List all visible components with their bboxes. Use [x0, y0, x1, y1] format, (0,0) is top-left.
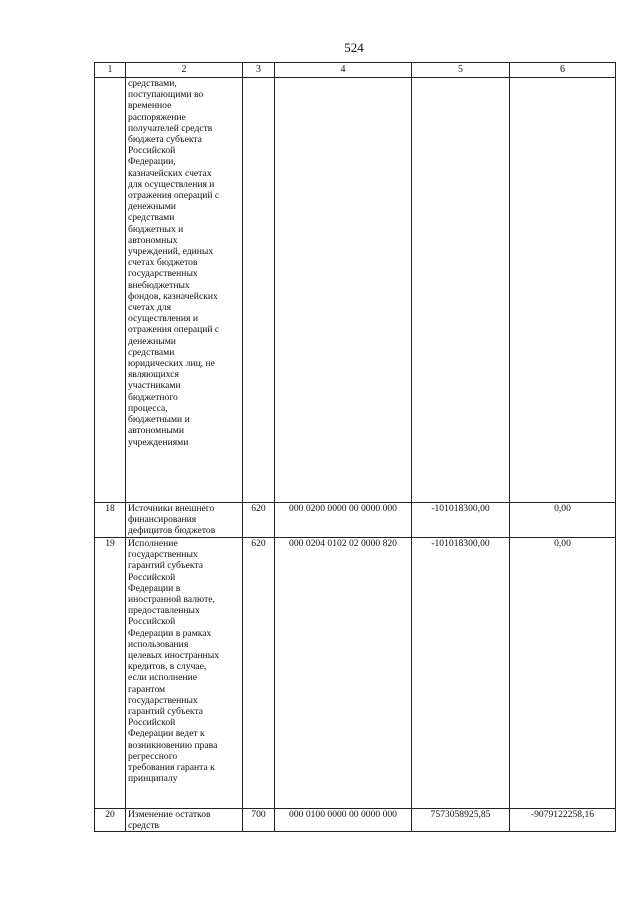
column-header-3: 3 [243, 63, 275, 78]
row-value-col5: -101018300,00 [412, 538, 510, 809]
table-row [95, 538, 616, 809]
table-row-continuation [95, 78, 616, 503]
row-budget-code [275, 78, 412, 503]
row-value-col5: 7573058925,85 [412, 809, 510, 832]
row-line-code: 620 [243, 503, 275, 538]
table-header-row [95, 63, 616, 78]
row-line-code: 700 [243, 809, 275, 832]
row-name: Изменение остатков средств [126, 809, 243, 832]
column-header-6: 6 [510, 63, 616, 78]
row-name: Источники внешнего финансирования дефицитов бюджетов [126, 503, 243, 538]
row-value-col6: -9079122258,16 [510, 809, 616, 832]
row-budget-code: 000 0100 0000 00 0000 000 [275, 809, 412, 832]
budget-sources-table [94, 62, 616, 832]
row-line-code: 620 [243, 538, 275, 809]
row-number: 19 [95, 538, 126, 809]
row-value-col6: 0,00 [510, 538, 616, 809]
row-line-code [243, 78, 275, 503]
row-value-col6 [510, 78, 616, 503]
table-row [95, 809, 616, 832]
row-number: 18 [95, 503, 126, 538]
page-number: 524 [344, 40, 364, 55]
row-value-col5: -101018300,00 [412, 503, 510, 538]
table-row [95, 503, 616, 538]
row-number: 20 [95, 809, 126, 832]
row-budget-code: 000 0200 0000 00 0000 000 [275, 503, 412, 538]
row-name: средствами, поступающими во временное распоряжение получателей средств бюджета субъекта Российской Федерации, казначейских счетах для осуществления и отражения операций с денежными средствами бюджетных и автономных учреждений, единых счетах бюджетов государственных внебюджетных фондов, казначейских счетах для осуществления и отражения операций с денежными средствами юридических лиц, не являющихся участниками бюджетного процесса, бюджетными и автономными учреждениями [126, 78, 243, 503]
row-value-col6: 0,00 [510, 503, 616, 538]
column-header-1: 1 [95, 63, 126, 78]
row-number [95, 78, 126, 503]
column-header-2: 2 [126, 63, 243, 78]
column-header-5: 5 [412, 63, 510, 78]
row-budget-code: 000 0204 0102 02 0000 820 [275, 538, 412, 809]
column-header-4: 4 [275, 63, 412, 78]
row-value-col5 [412, 78, 510, 503]
row-name: Исполнение государственных гарантий субъекта Российской Федерации в иностранной валюте, предоставленных Российской Федерации в рамках использования целевых иностранных кредитов, в случае, если исполнение гарантом государственных гарантий субъекта Российской Федерации ведет к возникновению права регрессного требования гаранта к принципалу [126, 538, 243, 809]
